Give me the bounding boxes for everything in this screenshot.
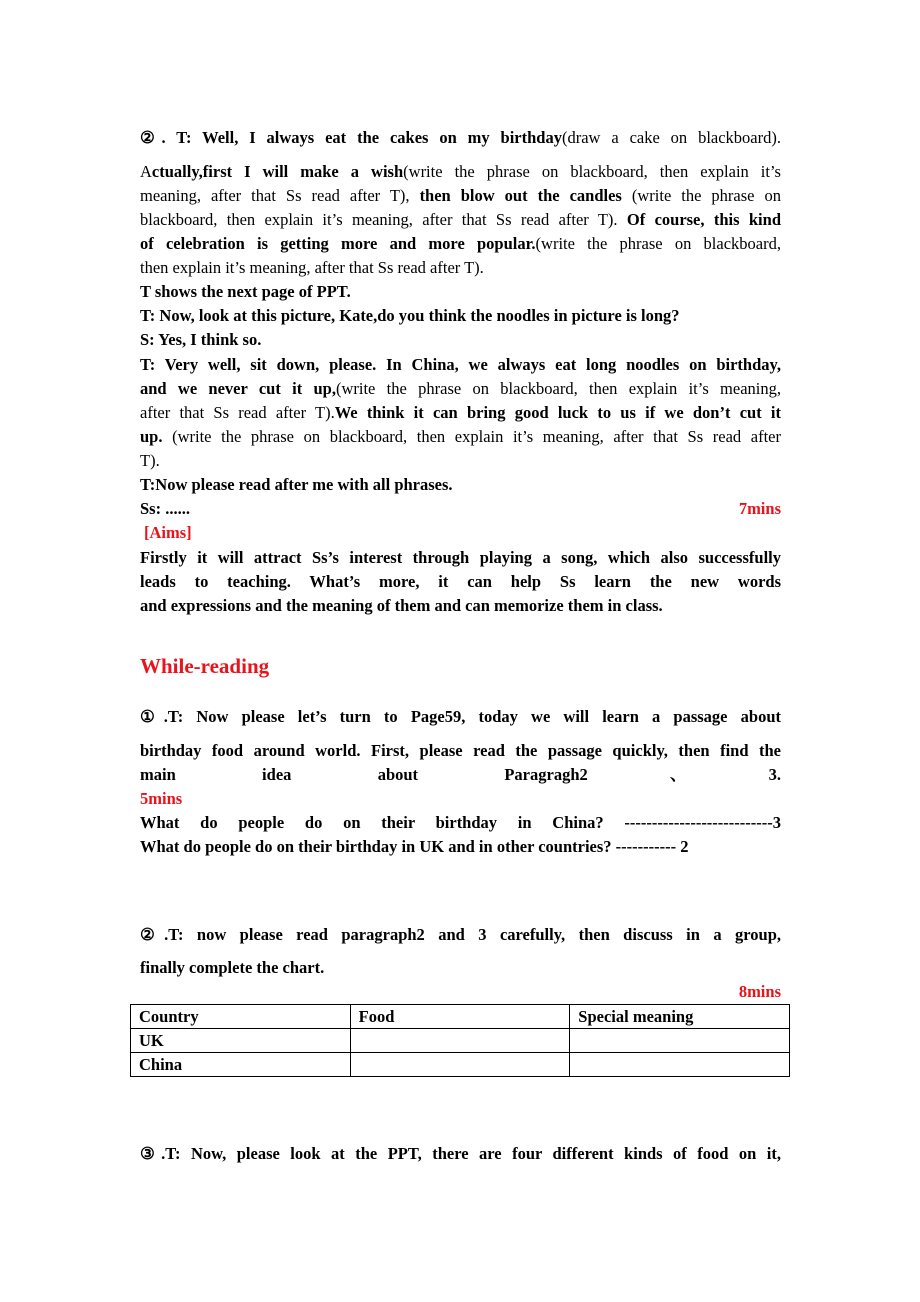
table-cell: UK	[131, 1029, 351, 1053]
dialogue-line: T shows the next page of PPT.	[140, 282, 351, 301]
question-line: What do people do on their birthday in China? ---------------------------3	[140, 813, 781, 832]
aims-line: leads to teaching. What’s more, it can help Ss learn the new words	[140, 572, 781, 591]
step-line: birthday food around world. First, please read the passage quickly, then find the	[140, 741, 781, 760]
paragraph-line: meaning, after that Ss read after T), then blow out the candles (write the phrase on	[140, 186, 781, 205]
dialogue-line: up. (write the phrase on blackboard, then explain it’s meaning, after that Ss read after	[140, 427, 781, 446]
dialogue-line: T: Very well, sit down, please. In China, we always eat long noodles on birthday,	[140, 355, 781, 374]
table-cell	[570, 1029, 790, 1053]
dialogue-line: after that Ss read after T).We think it can bring good luck to us if we don’t cut it	[140, 403, 782, 422]
table-cell: China	[131, 1053, 351, 1077]
paragraph-line: blackboard, then explain it’s meaning, after that Ss read after T). Of course, this kind	[140, 210, 781, 229]
table-cell	[570, 1053, 790, 1077]
table-cell	[350, 1053, 570, 1077]
table-row	[131, 1053, 790, 1077]
paragraph-line: Actually,first I will make a wish(write the phrase on blackboard, then explain it’s	[140, 162, 781, 181]
dialogue-line: S: Yes, I think so.	[140, 330, 262, 349]
table-cell	[350, 1029, 570, 1053]
question-line: What do people do on their birthday in UK and in other countries? ----------- 2	[140, 837, 689, 856]
paragraph-line: of celebration is getting more and more popular.(write the phrase on blackboard,	[140, 234, 781, 253]
chart-table	[130, 1004, 790, 1077]
table-row	[131, 1029, 790, 1053]
paragraph-line: then explain it’s meaning, after that Ss read after T).	[140, 258, 484, 277]
table-header-cell: Special meaning	[570, 1005, 790, 1029]
dialogue-line: T:Now please read after me with all phrases.	[140, 475, 453, 494]
step-line: ①.T: Now please let’s turn to Page59, today we will learn a passage about	[140, 707, 781, 726]
dialogue-line: T).	[140, 451, 160, 470]
table-header-row	[131, 1005, 790, 1029]
table-header-cell: Food	[350, 1005, 570, 1029]
step-line: main idea about Paragragh2、3.	[140, 765, 781, 784]
aims-line: Firstly it will attract Ss’s interest through playing a song, which also successfully	[140, 548, 781, 567]
paragraph-line: ②. T: Well, I always eat the cakes on my birthday(draw a cake on blackboard).	[140, 128, 781, 147]
aims-line: and expressions and the meaning of them and can memorize them in class.	[140, 596, 663, 615]
step-line: finally complete the chart.	[140, 958, 325, 977]
dialogue-line: and we never cut it up,(write the phrase on blackboard, then explain it’s meaning,	[140, 379, 781, 398]
time-label: 8mins	[738, 982, 781, 1001]
step-line: ③.T: Now, please look at the PPT, there are four different kinds of food on it,	[140, 1144, 781, 1163]
dialogue-line: T: Now, look at this picture, Kate,do you think the noodles in picture is long?	[140, 306, 680, 325]
time-label: 7mins	[738, 499, 781, 518]
table-header-cell: Country	[131, 1005, 351, 1029]
dialogue-line: Ss: ......	[140, 499, 190, 518]
section-heading: While-reading	[140, 654, 270, 678]
aims-label: [Aims]	[144, 523, 192, 542]
time-label: 5mins	[140, 789, 183, 808]
step-line: ②.T: now please read paragraph2 and 3 carefully, then discuss in a group,	[140, 925, 781, 944]
